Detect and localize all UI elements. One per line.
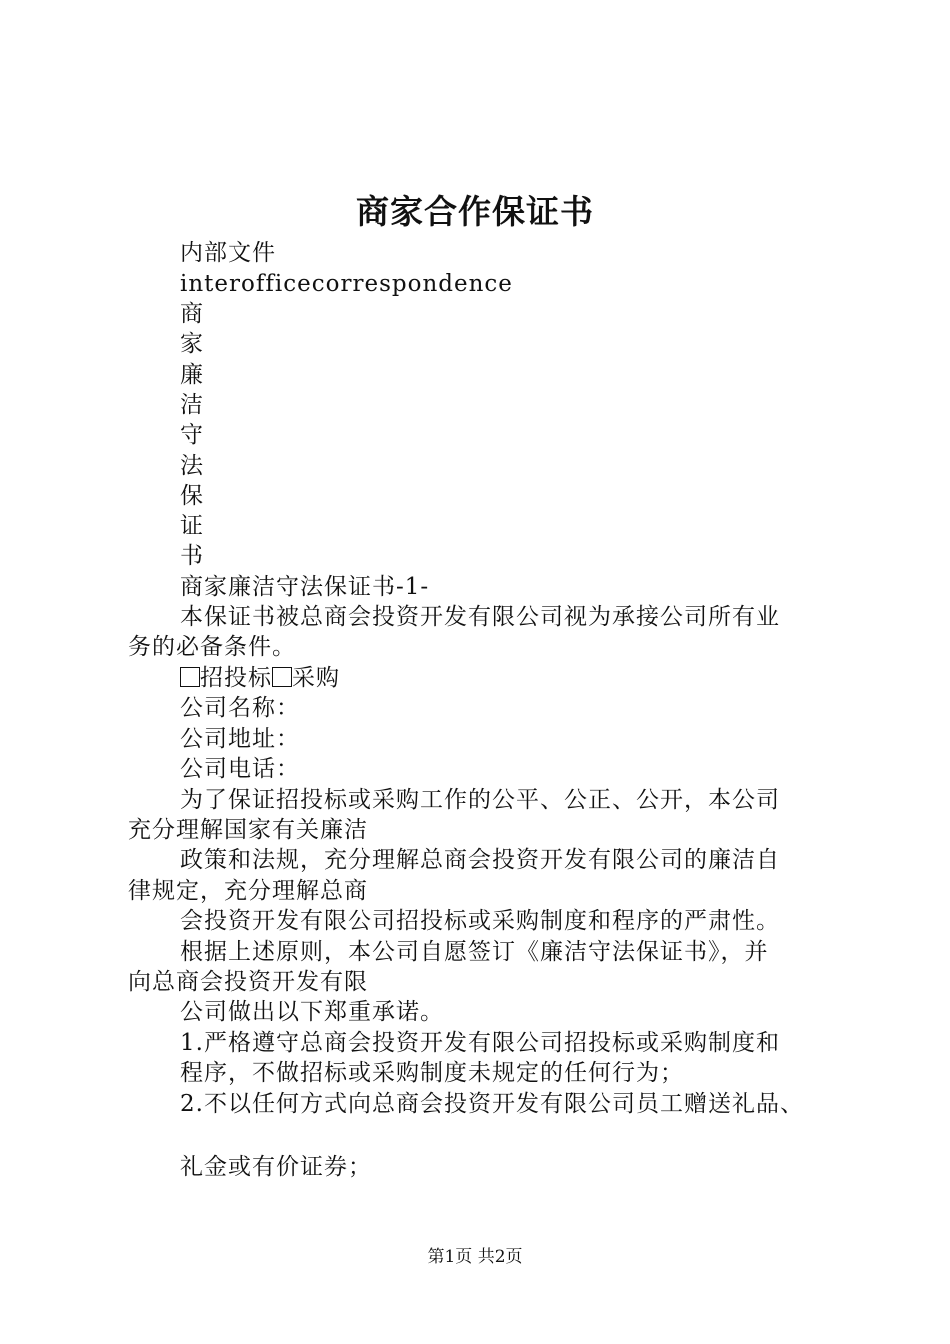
subtitle-line: 商家廉洁守法保证书-1- [180, 574, 430, 600]
vertical-char: 洁 [180, 392, 204, 418]
paragraph-line: 向总商会投资开发有限 [128, 969, 368, 995]
field-company-address: 公司地址： [180, 726, 300, 752]
checkbox-icon[interactable] [180, 667, 200, 687]
vertical-char: 守 [180, 422, 204, 448]
paragraph-line: 务的必备条件。 [128, 634, 296, 660]
paragraph-line: 根据上述原则，本公司自愿签订《廉洁守法保证书》，并 [180, 939, 769, 965]
paragraph-correspondence: interofficecorrespondence [180, 271, 513, 297]
vertical-char: 法 [180, 453, 204, 479]
field-company-phone: 公司电话： [180, 756, 300, 782]
document-title: 商家合作保证书 [356, 192, 594, 231]
list-item-1-cont: 程序，不做招标或采购制度未规定的任何行为； [180, 1060, 684, 1086]
list-item-1: 1.严格遵守总商会投资开发有限公司招投标或采购制度和 [180, 1030, 780, 1056]
list-item-2: 2.不以任何方式向总商会投资开发有限公司员工赠送礼品、 [180, 1091, 804, 1117]
vertical-char: 廉 [180, 362, 204, 388]
field-company-name: 公司名称： [180, 695, 300, 721]
option-label-purchase: 采购 [292, 665, 340, 691]
vertical-char: 商 [180, 301, 204, 327]
page-footer: 第1页 共2页 [427, 1247, 523, 1267]
vertical-char: 书 [180, 543, 204, 569]
vertical-char: 家 [180, 331, 204, 357]
paragraph-line: 充分理解国家有关廉洁 [128, 817, 368, 843]
paragraph-internal-file: 内部文件 [180, 240, 276, 266]
paragraph-line: 公司做出以下郑重承诺。 [180, 999, 444, 1025]
option-label-bidding: 招投标 [200, 665, 272, 691]
paragraph-line: 律规定，充分理解总商 [128, 878, 368, 904]
vertical-char: 保 [180, 483, 204, 509]
vertical-char: 证 [180, 513, 204, 539]
list-item-2-cont: 礼金或有价证券； [180, 1154, 372, 1180]
paragraph-line: 为了保证招投标或采购工作的公平、公正、公开，本公司 [180, 787, 780, 813]
option-row [180, 663, 340, 693]
checkbox-icon[interactable] [272, 667, 292, 687]
paragraph-line: 会投资开发有限公司招投标或采购制度和程序的严肃性。 [180, 908, 780, 934]
paragraph-line: 政策和法规，充分理解总商会投资开发有限公司的廉洁自 [180, 847, 780, 873]
paragraph-line: 本保证书被总商会投资开发有限公司视为承接公司所有业 [180, 604, 780, 630]
